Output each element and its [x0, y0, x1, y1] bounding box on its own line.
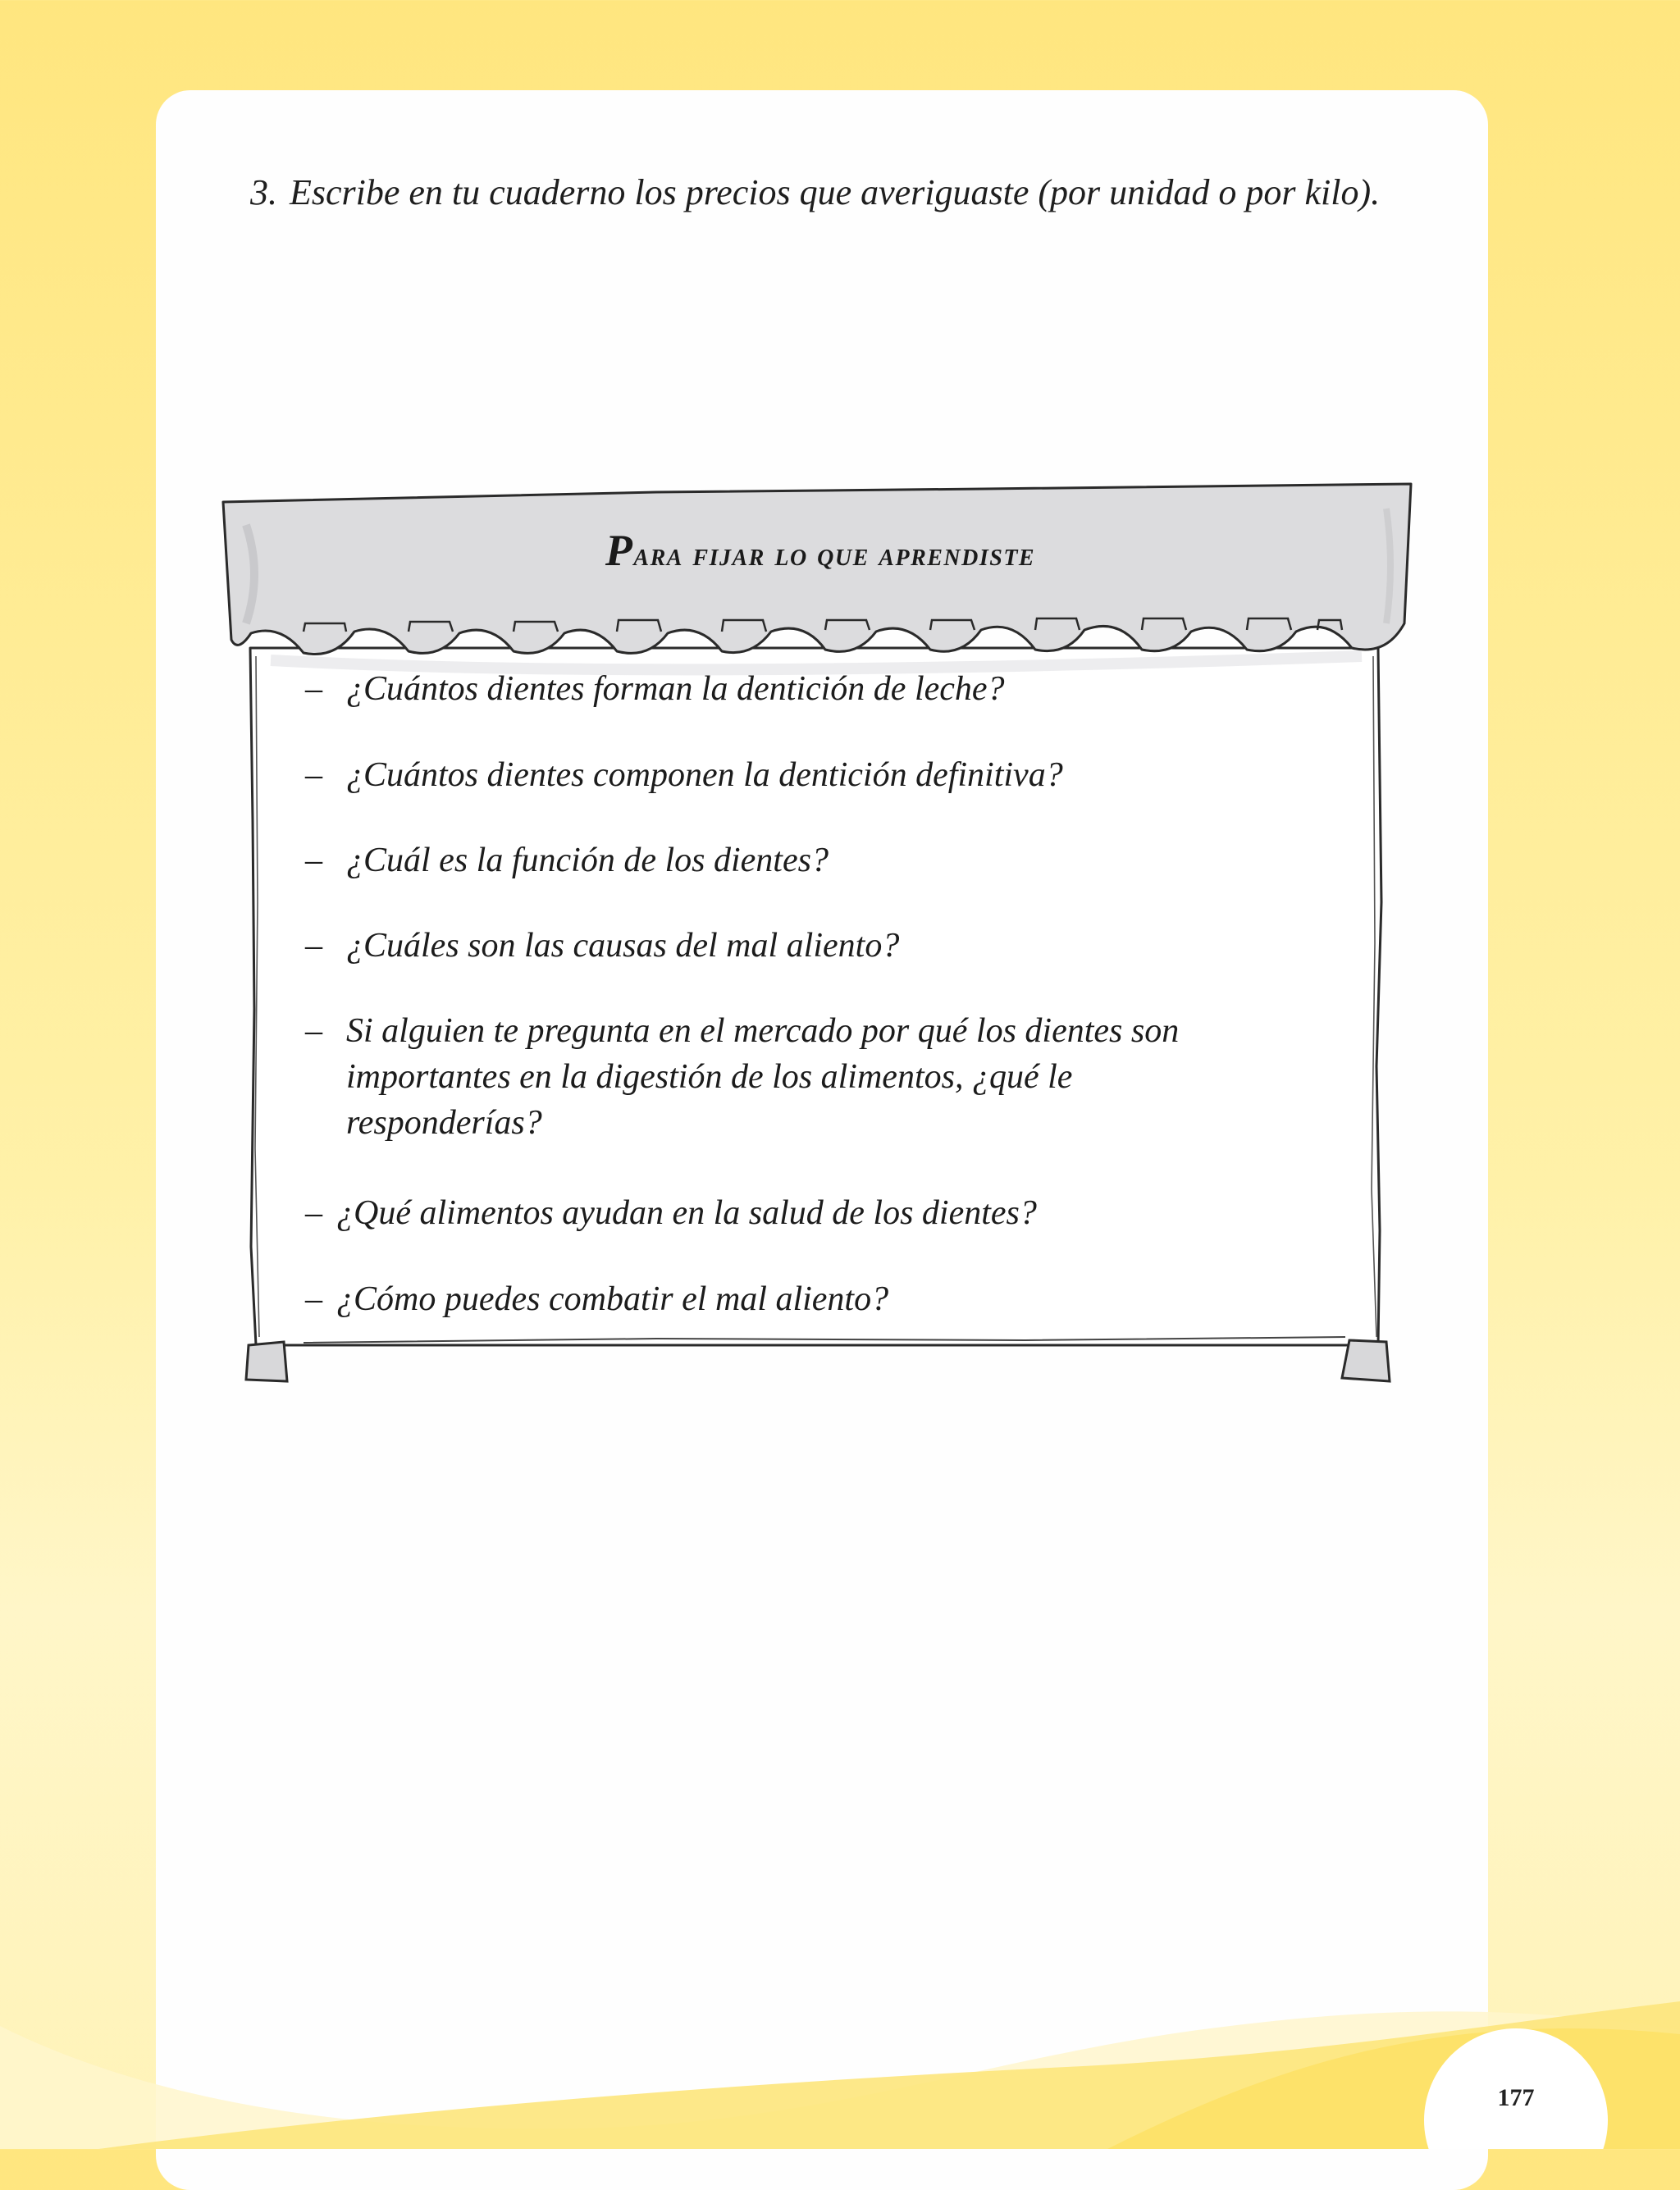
list-item [302, 666, 1245, 712]
question-text: ¿Cuál es la función de los dientes? [346, 842, 829, 879]
list-dash: – [305, 1194, 322, 1232]
question-text: ¿Cuántos dientes forman la dentición de leche? [346, 670, 1005, 708]
list-item [302, 1008, 1245, 1146]
question-text: ¿Cuáles son las causas del mal aliento? [346, 927, 900, 965]
question-text: Si alguien te pregunta en el mercado por qué los dientes son importantes en la digestión de los alimentos, ¿qué le responderías? [346, 1012, 1180, 1142]
list-item [302, 923, 1245, 969]
list-item [302, 1276, 1245, 1322]
exercise-text: Escribe en tu cuaderno los precios que averiguaste (por unidad o por kilo). [290, 172, 1381, 212]
list-dash: – [305, 1012, 322, 1050]
list-dash: – [305, 927, 322, 965]
exercise-number: 3. [250, 172, 277, 212]
review-box-title [230, 525, 1411, 576]
question-text: ¿Cuántos dientes componen la dentición definitiva? [346, 756, 1063, 794]
list-item [302, 1190, 1245, 1236]
list-dash: – [305, 756, 322, 794]
question-text: ¿Qué alimentos ayudan en la salud de los dientes? [336, 1194, 1037, 1232]
list-item [302, 752, 1245, 798]
page-number: 177 [1497, 2084, 1535, 2111]
list-dash: – [305, 1280, 322, 1318]
list-dash: – [305, 670, 322, 708]
list-item [302, 837, 1245, 883]
question-text: ¿Cómo puedes combatir el mal aliento? [336, 1280, 889, 1318]
title-initial: P [605, 526, 634, 575]
list-dash: – [305, 842, 322, 879]
title-rest: ara fijar lo que aprendiste [633, 536, 1036, 573]
